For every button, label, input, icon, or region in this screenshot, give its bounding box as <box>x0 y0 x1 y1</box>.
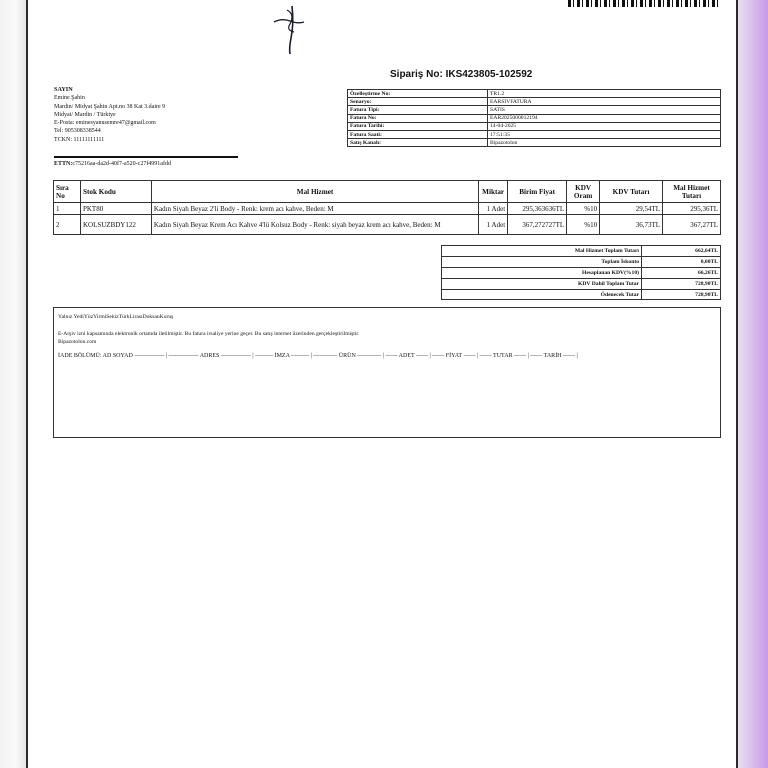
cell-code: KOLSUZBDY122 <box>80 215 151 235</box>
cell-desc: Kadın Siyah Beyaz 2'li Body - Renk: krem acı kahve, Beden: M <box>151 203 478 215</box>
site-name: Bipazotolon.com <box>58 339 97 345</box>
line-items-table <box>53 180 721 235</box>
col-header-no: Sıra No <box>54 181 81 203</box>
cell-code: PKT80 <box>80 203 151 215</box>
buyer-phone: Tel: 905308338544 <box>54 128 101 135</box>
totals-value: 0,00TL <box>642 256 721 267</box>
totals-row <box>442 267 721 278</box>
meta-row <box>348 130 721 138</box>
cell-no: 1 <box>54 203 81 215</box>
meta-row <box>348 106 721 114</box>
cell-total: 367,27TL <box>663 215 721 235</box>
buyer-address: Mardin/ Midyat Şahin Apt.no 38 Kat 3.daire 9 <box>54 103 166 110</box>
order-number <box>390 69 532 80</box>
col-header-rate: KDV Oranı <box>567 181 600 203</box>
totals-row <box>442 278 721 289</box>
page-left-border <box>26 0 28 768</box>
buyer-name: Emine Şahin <box>54 95 85 102</box>
earsiv-notice: E-Arşiv izni kapsamında elektronik ortamda iletilmiştir. Bu fatura irsaliye yerine geçer. Bu satış internet üzerinden gerçekleştirilmiştir. <box>58 331 360 337</box>
ettn-value: c75216aa-da2d-40f7-a520-c27f4991afdd <box>72 161 171 167</box>
cell-tax: 36,73TL <box>600 215 663 235</box>
meta-key: Özelleştirme No: <box>348 90 488 98</box>
ettn-line <box>54 161 171 167</box>
meta-value: TR1.2 <box>488 90 721 98</box>
amount-in-words: Yalnız YediYüzYirmiSekizTürkLirasıDoksanKuruş <box>58 314 174 320</box>
meta-value: Bipazotolon <box>488 139 721 147</box>
cell-rate: %10 <box>567 215 600 235</box>
buyer-city: Midyat/ Mardin / Türkiye <box>54 111 116 118</box>
cell-rate: %10 <box>567 203 600 215</box>
col-header-total: Mal Hizmet Tutarı <box>663 181 721 203</box>
meta-value: 14-04-2025 <box>488 122 721 130</box>
table-row <box>54 203 721 215</box>
scan-left-margin <box>0 0 26 768</box>
return-section: İADE BÖLÜMÜ: AD SOYAD ————— | ————— ADRES ————— | ——— İMZA ——— | ———— ÜRÜN ———— | —— ADET —— | —— FİYAT —— | —— TUTAR —— | —— TARİH —— | <box>58 353 578 359</box>
order-number-label: Sipariş No: <box>390 69 443 80</box>
totals-value: 728,90TL <box>642 289 721 300</box>
ettn-label: ETTN: <box>54 161 73 167</box>
meta-row <box>348 90 721 98</box>
totals-key: KDV Dahil Toplam Tutar <box>442 278 642 289</box>
meta-row <box>348 98 721 106</box>
totals-row <box>442 289 721 300</box>
invoice-meta-table <box>347 89 721 147</box>
cell-qty: 1 Adet <box>479 215 508 235</box>
qr-code-fragment <box>568 0 720 7</box>
cell-no: 2 <box>54 215 81 235</box>
col-header-tax: KDV Tutarı <box>600 181 663 203</box>
buyer-email: E-Posta: eminesyanusemre47@gmail.com <box>54 120 156 127</box>
totals-value: 66,26TL <box>642 267 721 278</box>
totals-key: Toplam İskonto <box>442 256 642 267</box>
meta-value: EAR2025000012194 <box>488 114 721 122</box>
buyer-block <box>54 86 244 144</box>
meta-key: Fatura Tipi: <box>348 106 488 114</box>
totals-value: 662,64TL <box>642 246 721 257</box>
col-header-price: Birim Fiyat <box>508 181 567 203</box>
page-right-border <box>736 0 738 768</box>
totals-key: Hesaplanan KDV(%10) <box>442 267 642 278</box>
table-header-row <box>54 181 721 203</box>
col-header-code: Stok Kodu <box>80 181 151 203</box>
meta-key: Senaryo: <box>348 98 488 106</box>
meta-key: Satış Kanalı: <box>348 139 488 147</box>
cell-total: 295,36TL <box>663 203 721 215</box>
cell-price: 367,272727TL <box>508 215 567 235</box>
buyer-tckn: TCKN: 11111111111 <box>54 136 105 143</box>
scan-right-margin <box>738 0 768 768</box>
totals-key: Mal Hizmet Toplam Tutarı <box>442 246 642 257</box>
meta-row <box>348 114 721 122</box>
cell-price: 295,363636TL <box>508 203 567 215</box>
meta-row <box>348 122 721 130</box>
totals-value: 728,90TL <box>642 278 721 289</box>
totals-row <box>442 256 721 267</box>
cell-desc: Kadın Siyah Beyaz Krem Acı Kahve 4'lü Kolsuz Body - Renk: siyah beyaz krem acı kahve, Beden: M <box>151 215 478 235</box>
cell-tax: 29,54TL <box>600 203 663 215</box>
meta-value: EARSIVFATURA <box>488 98 721 106</box>
col-header-qty: Miktar <box>479 181 508 203</box>
totals-key: Ödenecek Tutar <box>442 289 642 300</box>
meta-value: 17:51:35 <box>488 130 721 138</box>
cell-qty: 1 Adet <box>479 203 508 215</box>
table-row <box>54 215 721 235</box>
meta-key: Fatura No: <box>348 114 488 122</box>
meta-value: SATIS <box>488 106 721 114</box>
notes-box <box>53 307 721 438</box>
buyer-title: SAYIN <box>54 86 73 93</box>
totals-table <box>441 245 721 300</box>
col-header-desc: Mal Hizmet <box>151 181 478 203</box>
handwritten-signature <box>268 4 308 56</box>
order-number-value: IKS423805-102592 <box>445 69 533 80</box>
meta-key: Fatura Saati: <box>348 130 488 138</box>
totals-row <box>442 246 721 257</box>
buyer-divider <box>54 156 238 158</box>
meta-row <box>348 139 721 147</box>
meta-key: Fatura Tarihi: <box>348 122 488 130</box>
